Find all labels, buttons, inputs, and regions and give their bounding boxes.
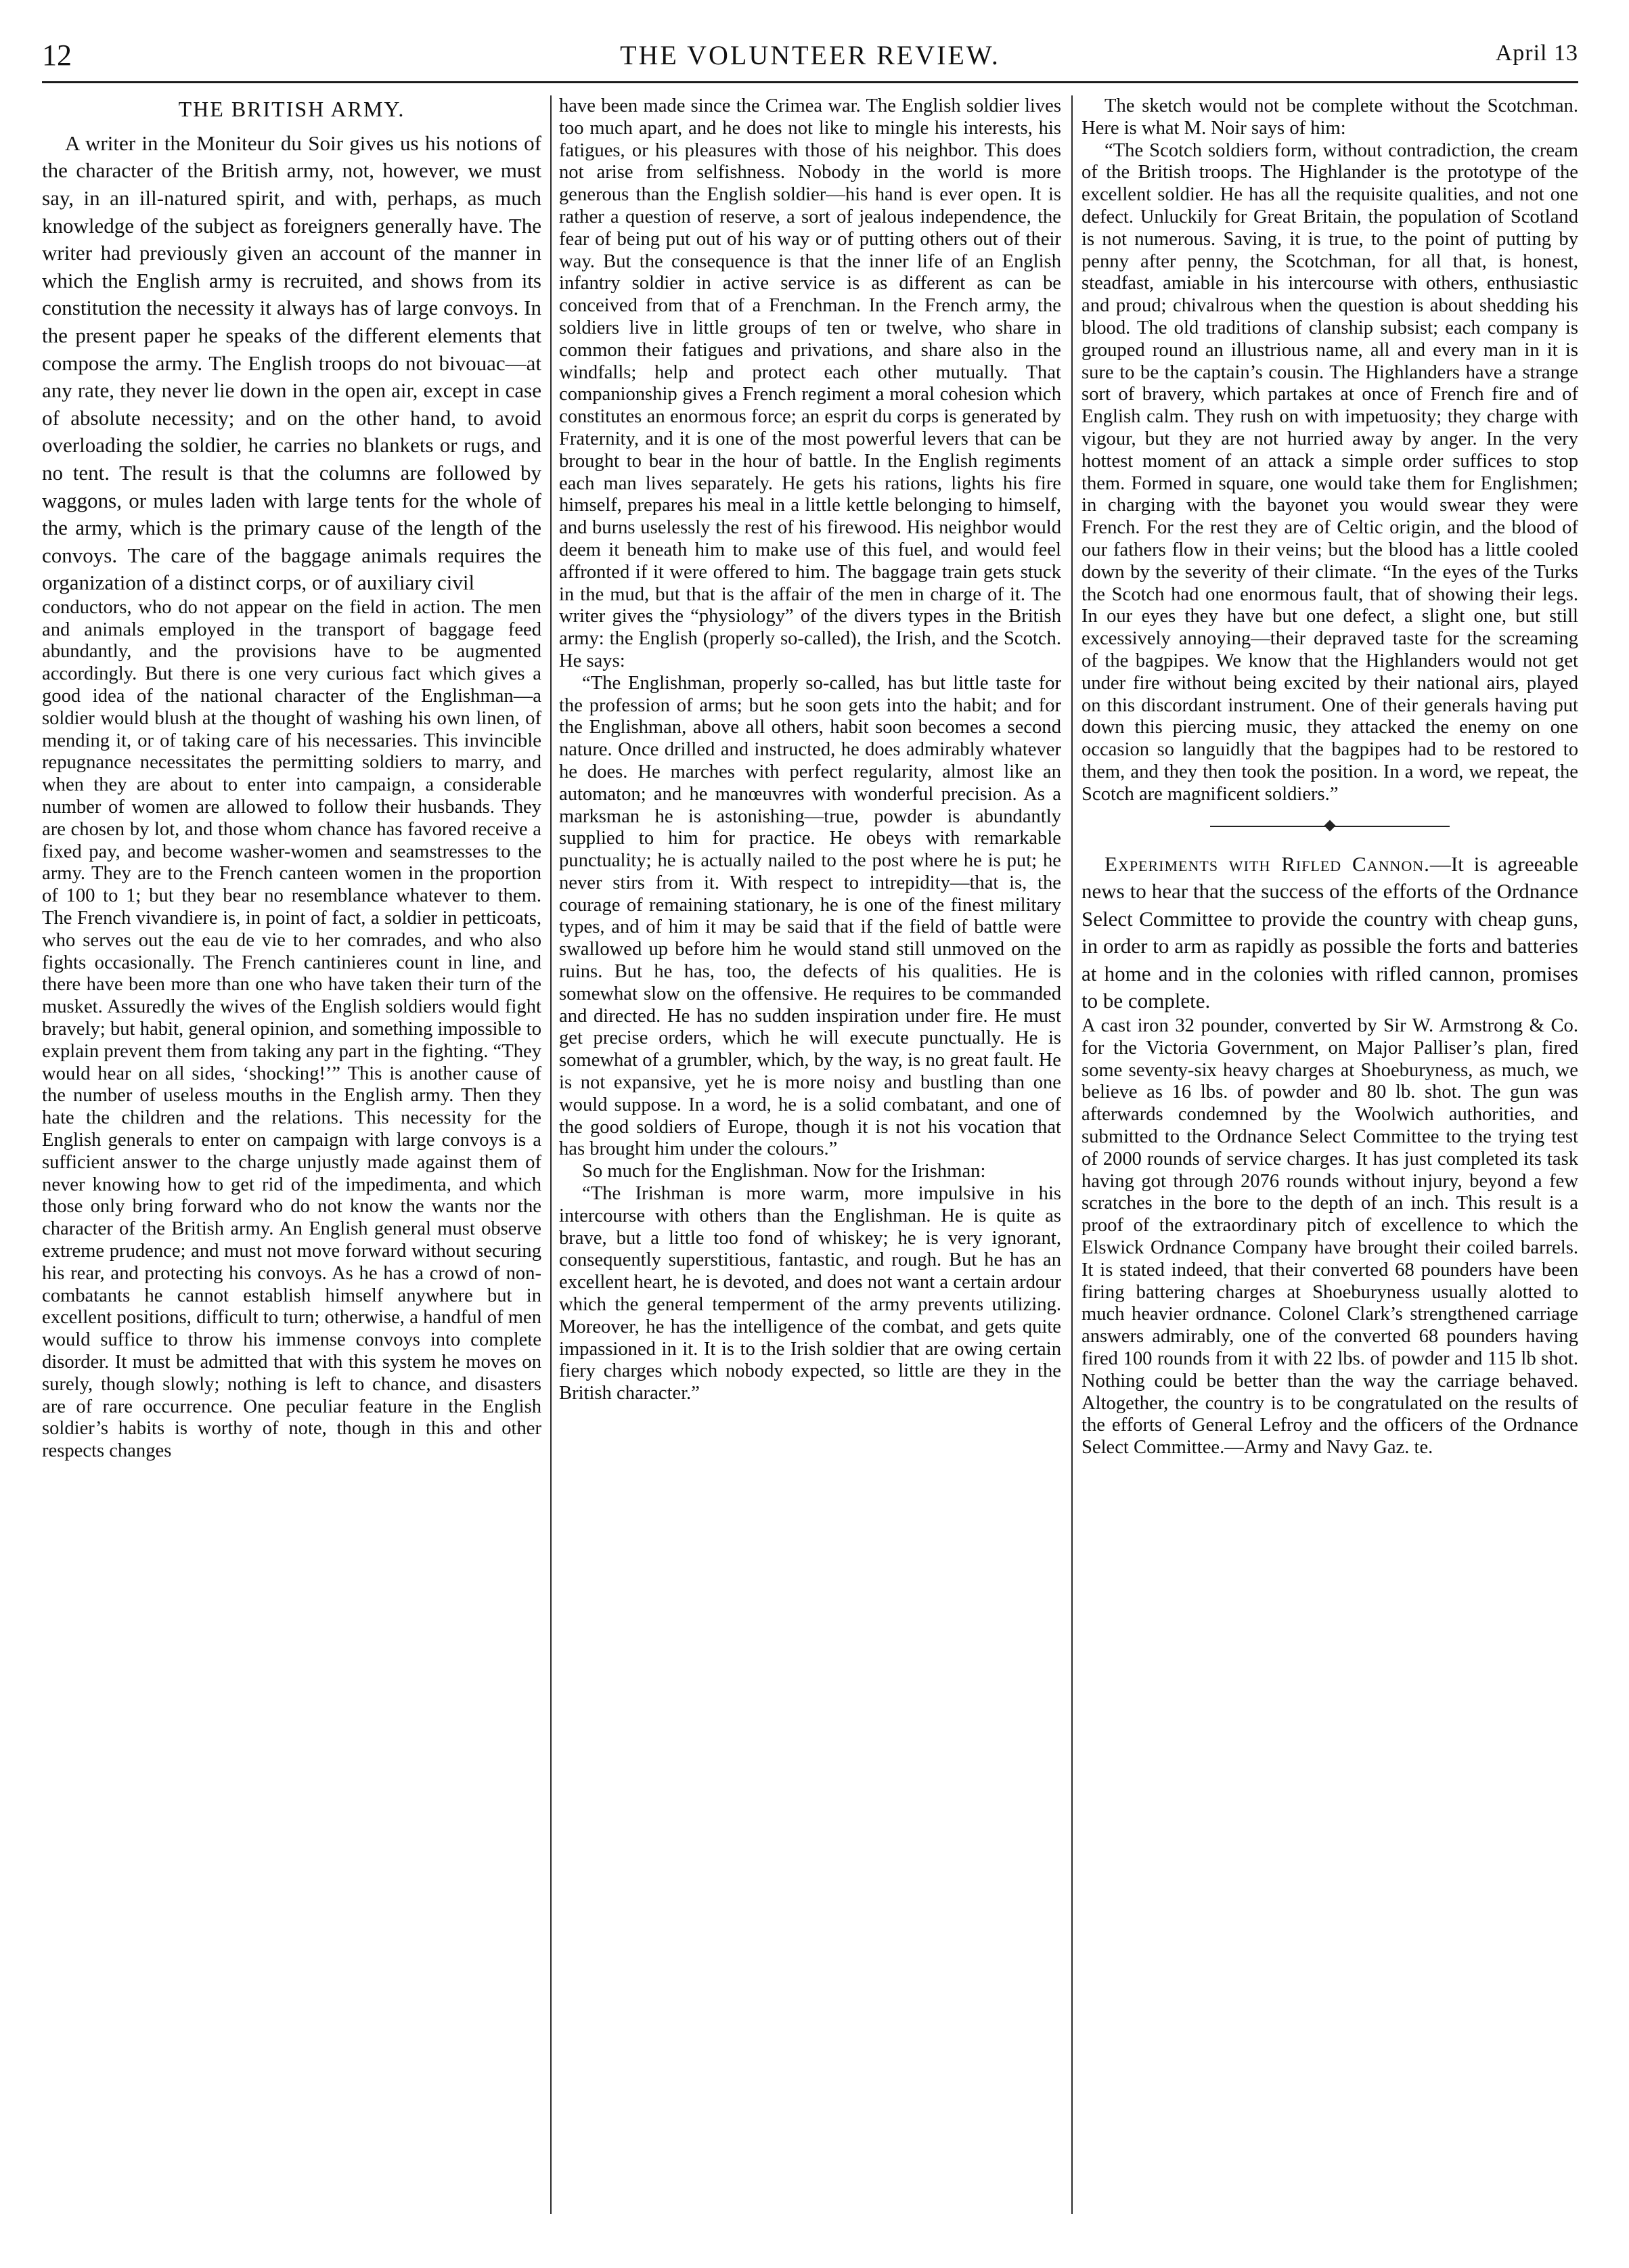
article-paragraph: conductors, who do not appear on the field in action. The men and animals employed in the transport of baggage feed abundantly, and the provisions have to be augmented accordingly. But there is one very curious fact which gives a good idea of the national character of the Englishman—a soldier would blush at the thought of washing his own linen, of mending it, or of taking care of his necessaries. This invincible repugnance necessitates the permitting soldiers to marry, and when they are about to enter into campaign, a considerable number of women are allowed to follow their husbands. They are chosen by lot, and those whom chance has favored receive a fixed pay, and become washer-women and seamstresses to the army. They are to the French canteen women in the proportion of 100 to 1; but they bear no resemblance whatever to them. The French vivandiere is, in point of fact, a soldier in petticoats, who serves out the eau de vie to her comrades, and who also fights occasionally. The French cantinieres count in line, and there have been more than one who have taken their turn of the musket. Assuredly the wives of the English soldiers would fight bravely; but habit, general opinion, and something impossible to explain prevent them from taking any part in the fighting. “They would hear on all sides, ‘shocking!’” This is another cause of the number of useless mouths in the English army. Then they hate the children and the relations. This necessity for the English generals to enter on campaign with large convoys is a sufficient answer to the charge unjustly made against them of never knowing how to get rid of the impedimenta, and which those only bring forward who do not know the wants nor the character of the British army. An English general must observe extreme prudence; and must not move forward without securing his rear, and protecting his convoys. As he has a crowd of non-combatants he cannot establish himself anywhere but in excellent positions, difficult to turn; otherwise, a handful of men would suffice to throw his immense convoys into complete disorder. It must be admitted that with this system he moves on surely, though slowly; nothing is left to chance, and disasters are of rare occurrence. One peculiar feature in the English soldier’s habits is worthy of note, though in this and other respects changes: [42, 596, 541, 1462]
page-number: 12: [42, 39, 72, 72]
rifled-cannon-article-intro: [1081, 851, 1578, 1016]
quoted-paragraph-irishman: “The Irishman is more warm, more impulsive in his intercourse with others than the Englishman. He is quite as brave, but a little too fond of whiskey; he is very ignorant, consequently superstitious, fantastic, and rough. But he has an excellent heart, he is devoted, and does not want a certain ardour which the general temperment of the army prevents utilizing. Moreover, he has the intelligence of the combat, and gets quite impassioned in it. It is to the Irish soldier that are owing certain fiery charges which nobody expected, so little are they in the British character.”: [559, 1183, 1061, 1404]
article-paragraph: have been made since the Crimea war. The English soldier lives too much apart, and he does not like to mingle his interests, his fatigues, or his pleasures with those of his neighbor. This does not arise from selfishness. Nobody in the world is more generous than the English soldier—his hand is ever open. It is rather a question of reserve, a sort of jealous independence, the fear of being put out of his way or of putting others out of their way. But the consequence is that the inner life of an English infantry soldier in active service is as different as can be conceived from that of a Frenchman. In the French army, the soldiers live in little groups of ten or twelve, who share in common their fatigues and privations, and share also in the windfalls; help and protect each other mutually. That companionship gives a French regiment a moral cohesion which constitutes an enormous force; an esprit du corps is generated by Fraternity, and it is one of the most powerful levers that can be brought to bear in the hour of battle. In the English regiments each man lives separately. He gets his rations, lights his fire himself, prepares his meal in a little kettle belonging to himself, and burns uselessly the rest of his firewood. His neighbor would deem it beneath him to make use of this fuel, and would feel affronted if it were offered to him. The baggage train gets stuck in the mud, but that is the affair of the men in charge of it. The writer gives the “physiology” of the divers types in the British army: the English (properly so-called), the Irish, and the Scotch. He says:: [559, 95, 1061, 671]
article-paragraph: So much for the Englishman. Now for the Irishman:: [582, 1161, 986, 1182]
article-text: —It is agreeable news to hear that the success of the efforts of the Ordnance Select Committee to provide the country with cheap guns, in order to arm as rapidly as possible the forts and batteries at home and in the colonies with rifled cannon, promises to be complete.: [1081, 851, 1578, 1013]
article-paragraph: A writer in the Moniteur du Soir gives us his notions of the character of the British army, not, however, we must say, in an ill-natured spirit, and with, perhaps, as much knowledge of the subject as foreigners generally have. The writer had previously given an account of the manner in which the English army is recruited, and shows from its constitution the necessity it always has of large convoys. In the present paper he speaks of the different elements that compose the army. The English troops do not bivouac—at any rate, they never lie down in the open air, except in case of absolute necessity; and on the other hand, to avoid overloading the soldier, he carries no blankets or rugs, and no tent. The result is that the columns are followed by waggons, or mules laden with large tents for the whole of the army, which is the primary cause of the length of the convoys. The care of the baggage animals requires the organization of a distinct corps, or of auxiliary civil: [42, 131, 541, 595]
article-run-in-title: Experiments with Rifled Cannon.: [1104, 851, 1430, 876]
issue-date: April 13: [1495, 41, 1578, 66]
masthead: [42, 34, 1578, 83]
column-3: [1081, 95, 1578, 2234]
quoted-paragraph-englishman: “The Englishman, properly so-called, has but little taste for the profession of arms; but he soon gets into the habit; and for the Englishman, above all others, habit soon becomes a second nature. Once drilled and instructed, he does admirably whatever he does. He marches with perfect regularity, almost like an automaton; and he manœuvres with wonderful precision. As a marksman he is astonishing—true, powder is abundantly supplied to him for practice. He obeys with remarkable punctuality; he is actually nailed to the post where he is put; he never stirs from it. With respect to intrepidity—that is, the courage of remaining stationary, he is one of the finest military types, and of him it may be said that if the field of battle were swallowed up before him he would stand still unmoved on the ruins. But he has, too, the defects of his qualities. He is somewhat slow on the offensive. He requires to be commanded and directed. He has no sudden inspiration under fire. He must get precise orders, which he will execute punctually. He is somewhat of a grumbler, which, by the way, is no great fault. He is not expansive, yet he is more noisy and bustling than one would suppose. In a word, he is a solid combatant, and one of the good soldiers of Europe, though it is not his vocation that has brought him under the colours.”: [559, 672, 1061, 1160]
rifled-cannon-article-body: A cast iron 32 pounder, converted by Sir W. Armstrong & Co. for the Victoria Government, on Major Palliser’s plan, fired some seventy-six heavy charges at Shoeburyness, as much, we believe as 16 lbs. of powder and 80 lb. shot. The gun was afterwards condemned by the Woolwich authorities, and submitted to the Ordnance Select Committee to the trying test of 2000 rounds of service charges. It has just completed its task having got through 2076 rounds without injury, beyond a few scratches in the bore to the depth of an inch. This result is a proof of the extraordinary pitch of excellence to which the Elswick Ordnance Company have brought their coiled barrels. It is stated indeed, that their converted 68 pounders have been firing battering charges at Shoeburyness usually alotted to much heavier ordnance. Colonel Clark’s strengthened carriage answers admirably, one of the converted 68 pounders having fired 100 rounds from it with 22 lbs. of powder and 115 lb shot. Nothing could be better than the way the carriage behaved. Altogether, the country is to be congratulated on the results of the efforts of General Lefroy and the officers of the Ordnance Select Committee.—Army and Navy Gaz. te.: [1081, 1015, 1578, 1459]
column-rule: [550, 95, 552, 2214]
column-rule: [1071, 95, 1073, 2214]
publication-title: THE VOLUNTEER REVIEW.: [620, 40, 1000, 70]
column-1: [42, 95, 541, 2234]
separator-diamond-icon: [1324, 820, 1336, 831]
column-2: [559, 95, 1061, 2234]
article-paragraph: The sketch would not be complete without the Scotchman. Here is what M. Noir says of him:: [1081, 95, 1578, 139]
article-columns: [42, 95, 1578, 2234]
article-heading: THE BRITISH ARMY.: [178, 97, 405, 121]
section-separator: [1081, 813, 1578, 840]
quoted-paragraph-scotchman: “The Scotch soldiers form, without contradiction, the cream of the British troops. The Highlander is the prototype of the excellent soldier. He has all the requisite qualities, and not one defect. Unluckily for Great Britain, the population of Scotland is not numerous. Saving, it is true, to the point of putting by penny after penny, the Scotchman, for all that, is honest, steadfast, amiable in his intercourse with others, enthusiastic and proud; chivalrous when the question is about shedding his blood. The old traditions of clanship subsist; each company is grouped round an illustrious name, all and every man in it is sure to be the captain’s cousin. The Highlanders have a strange sort of bravery, which partakes at once of French fire and of English calm. They rush on with impetuosity; they charge with vigour, but they are not hurried away by anger. In the very hottest moment of an attack a simple order suffices to stop them. Formed in square, one would take them for Englishmen; in charging with the bayonet you would swear they were French. For the rest they are of Celtic origin, and the blood of our fathers flow in their veins; but the blood has a little cooled down by the severity of their climate. “In the eyes of the Turks the Scotch had one enormous fault, that of showing their legs. In our eyes they have but one defect, a slight one, but still excessively annoying—their depraved taste for the screaming of the bagpipes. We know that the Highlanders would not get under fire without being excited by their national airs, played on this discordant instrument. One of their generals having put down this piercing music, they attacked the enemy on one occasion so languidly that the bagpipes had to be restored to them, and they then took the position. In a word, we repeat, the Scotch are magnificent soldiers.”: [1081, 139, 1578, 805]
